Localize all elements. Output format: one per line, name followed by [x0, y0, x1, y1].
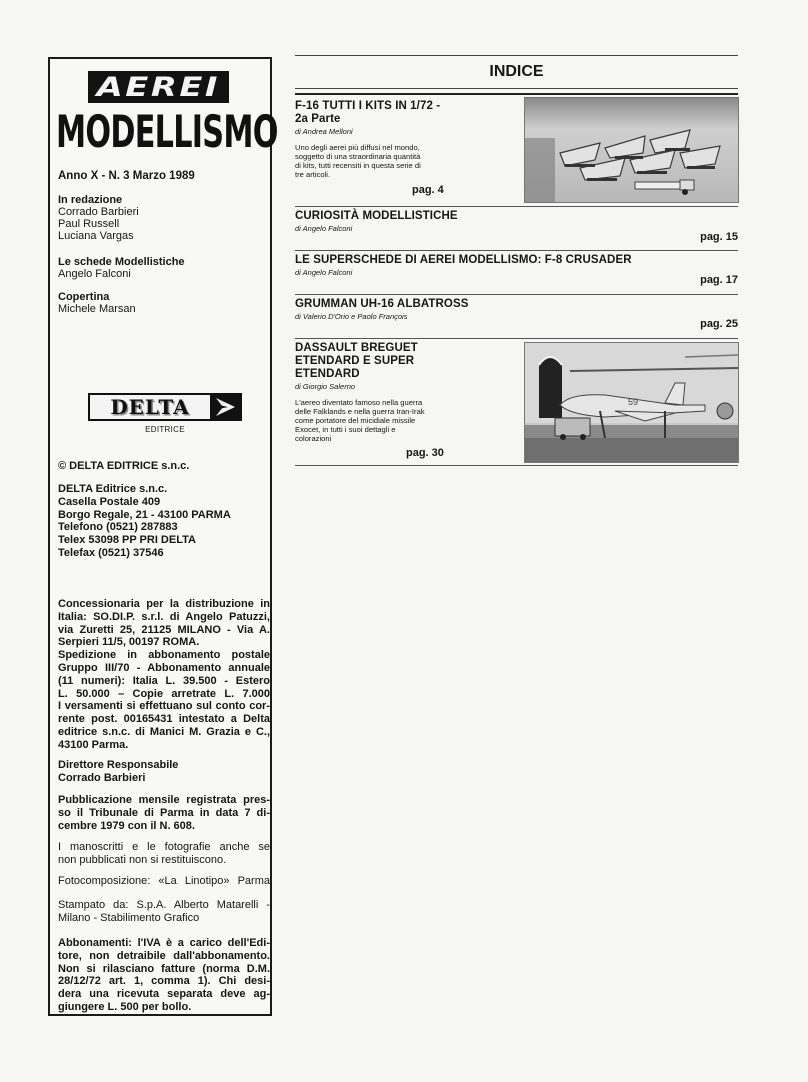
text-line: tore, non detraibile dall'abbonamento.: [58, 949, 270, 962]
entry-author: di Angelo Falconi: [295, 224, 353, 233]
title-line: 2a Parte: [295, 113, 341, 125]
text-line: Serpieri 11/5, 00197 ROMA.: [58, 636, 200, 649]
desc-line: delle Falklands e nella guerra Iran-Irak: [295, 407, 425, 416]
editor-name: Luciana Vargas: [58, 230, 134, 242]
typesetting-info: [58, 875, 270, 888]
top-rule: [295, 55, 738, 56]
entry-page-number: pag. 17: [700, 274, 738, 286]
text-line: Gruppo III/70 - Abbonamento annuale: [58, 661, 270, 674]
title-line: DASSAULT BREGUET: [295, 342, 418, 354]
toc-entry[interactable]: [295, 100, 738, 205]
text-line: (11 numeri): Italia L. 39.500 - Estero: [58, 674, 270, 687]
text-line: Italia: SO.DI.P. s.r.l. di Angelo Patuzzi,: [58, 610, 270, 623]
text-line: L. 50.000 – Copie arretrate L. 7.000: [58, 687, 270, 700]
desc-line: tre articoli.: [295, 170, 331, 179]
desc-line: di kits, tutti recensiti in questa serie di: [295, 161, 421, 170]
desc-line: colorazioni: [295, 434, 332, 443]
manuscripts-notice: [58, 841, 270, 867]
publisher-address: [58, 483, 270, 560]
text-line: via Zuretti 25, 21125 MILANO - Via A.: [58, 623, 270, 636]
registration-info: [58, 794, 270, 832]
double-rule: [295, 88, 738, 95]
masthead-box: [48, 57, 278, 1016]
entry-author: di Andrea Melloni: [295, 127, 353, 136]
text-line: Concessionaria per la distribuzione in: [58, 598, 270, 610]
entry-author: di Giorgio Salerno: [295, 382, 356, 391]
text-line: Pubblicazione mensile registrata pres-: [58, 794, 270, 806]
text-line: editrice s.n.c. di Manici M. Grazia e C.,: [58, 725, 270, 738]
toc-entry[interactable]: [295, 342, 738, 464]
issue-info: Anno X - N. 3 Marzo 1989: [58, 170, 195, 182]
delta-editrice-logo: [88, 393, 242, 434]
copertina-block: [58, 291, 270, 315]
svg-text:59: 59: [628, 397, 639, 407]
entry-divider: [295, 294, 738, 295]
entry-page-number: pag. 25: [700, 318, 738, 330]
entry-page-number: pag. 4: [412, 184, 444, 196]
address-line: Telex 53098 PP PRI DELTA: [58, 534, 196, 547]
text-line: I manoscritti e le fotografie anche se: [58, 841, 270, 853]
desc-line: Exocet, in tutti i suoi dettagli e: [295, 425, 396, 434]
copertina-label: Copertina: [58, 291, 110, 303]
text-line: Spedizione in abbonamento postale: [58, 649, 270, 662]
title-line: F-16 TUTTI I KITS IN 1/72 -: [295, 100, 441, 112]
copyright-notice: © DELTA EDITRICE s.n.c.: [58, 460, 190, 472]
address-line: Borgo Regale, 21 - 43100 PARMA: [58, 508, 231, 521]
printer-info: [58, 899, 270, 925]
direttore-label: Direttore Responsabile: [58, 759, 179, 771]
editor-name: Corrado Barbieri: [58, 206, 139, 218]
entry-title: CURIOSITÀ MODELLISTICHE: [295, 210, 458, 222]
index-title: INDICE: [489, 63, 544, 80]
editor-name: Paul Russell: [58, 218, 120, 230]
entry-divider: [295, 206, 738, 207]
direttore-block: [58, 759, 270, 785]
redazione-label: In redazione: [58, 194, 123, 206]
text-line: 28/12/72 art. 1, comma 1). Chi desi-: [58, 975, 270, 988]
delta-logo-box: [88, 393, 242, 421]
address-line: Casella Postale 409: [58, 495, 161, 508]
aerei-logo-text: AEREI: [96, 71, 221, 103]
direttore-name: Corrado Barbieri: [58, 771, 146, 784]
modellismo-logo: MODELLISMO: [56, 106, 278, 158]
text-line: cembre 1979 con il N. 608.: [58, 819, 195, 832]
text-line: Fotocomposizione: «La Linotipo» Parma: [58, 875, 270, 887]
desc-line: Uno degli aerei più diffusi nel mondo,: [295, 143, 420, 152]
delta-logo-subtitle: EDITRICE: [145, 425, 185, 434]
toc-entry[interactable]: [295, 298, 738, 338]
desc-line: come portatore del micidiale missile: [295, 416, 416, 425]
entry-title: [295, 342, 515, 381]
text-line: Non si rilasciano fatture (norma D.M.: [58, 962, 270, 975]
entry-title: [295, 100, 515, 126]
address-line: DELTA Editrice s.n.c.: [58, 483, 168, 495]
f16-aerial-photo: [524, 97, 739, 203]
title-line: ETENDARD E SUPER: [295, 355, 415, 367]
entry-page-number: pag. 30: [406, 447, 444, 459]
copertina-name: Michele Marsan: [58, 303, 136, 315]
address-line: Telefono (0521) 287883: [58, 521, 178, 534]
delta-arrow-icon: [210, 395, 240, 419]
entry-divider: [295, 465, 738, 466]
text-line: non pubblicati non si restituiscono.: [58, 853, 227, 866]
entry-title: LE SUPERSCHEDE DI AEREI MODELLISMO: F-8 CRUSADER: [295, 254, 632, 266]
desc-line: soggetto di una straordinaria quantità: [295, 152, 421, 161]
distribution-info: [58, 598, 270, 752]
redazione-block: [58, 194, 270, 242]
text-line: so il Tribunale di Parma in data 7 di-: [58, 806, 270, 819]
text-line: Milano - Stabilimento Grafico: [58, 911, 200, 924]
text-line: 43100 Parma.: [58, 738, 129, 751]
title-line: ETENDARD: [295, 368, 360, 380]
super-etendard-photo: [524, 342, 739, 463]
aerei-logo: [88, 71, 229, 103]
text-line: Stampato da: S.p.A. Alberto Matarelli -: [58, 899, 270, 911]
entry-title: GRUMMAN UH-16 ALBATROSS: [295, 298, 469, 310]
desc-line: L'aereo diventato famoso nella guerra: [295, 398, 423, 407]
text-line: giungere L. 500 per bollo.: [58, 1000, 192, 1013]
entry-author: di Angelo Falconi: [295, 268, 353, 277]
address-line: Telefax (0521) 37546: [58, 546, 164, 559]
text-line: dera una ricevuta separata deve ag-: [58, 988, 270, 1001]
text-line: Abbonamenti: l'IVA è a carico dell'Edi-: [58, 937, 270, 949]
text-line: rente post. 00165431 intestato a Delta: [58, 713, 270, 726]
schede-label: Le schede Modellistiche: [58, 256, 185, 268]
text-line: I versamenti si effettuano sul conto cor-: [58, 700, 270, 713]
entry-page-number: pag. 15: [700, 231, 738, 243]
toc-entry[interactable]: [295, 254, 738, 294]
delta-logo-text: DELTA: [110, 395, 190, 419]
entry-description: [295, 143, 515, 179]
entry-divider: [295, 250, 738, 251]
entry-author: di Valerio D'Orio e Paolo François: [295, 312, 408, 321]
entry-description: [295, 398, 515, 443]
toc-entry[interactable]: [295, 210, 738, 250]
entry-divider: [295, 338, 738, 339]
subscription-info: [58, 937, 270, 1014]
schede-name: Angelo Falconi: [58, 268, 131, 280]
schede-block: [58, 256, 270, 280]
